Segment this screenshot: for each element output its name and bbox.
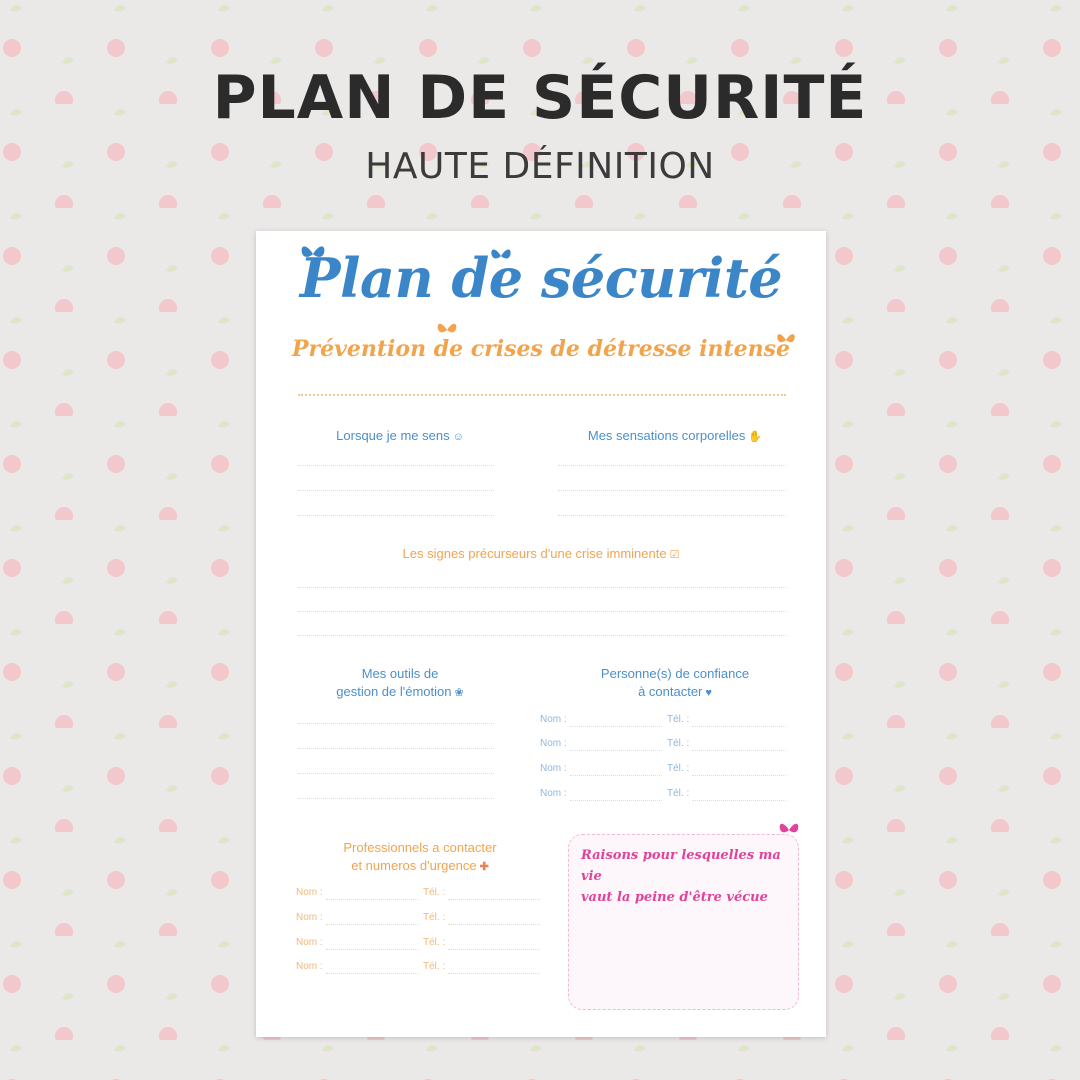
warning-signs-label bbox=[316, 545, 766, 564]
plus-icon: ✚ bbox=[479, 861, 489, 873]
name-label: Nom : bbox=[296, 937, 323, 948]
trusted-people-label-line2 bbox=[560, 683, 790, 702]
body-sensations-label-text: Mes sensations corporelles bbox=[587, 428, 746, 443]
warning-signs-line[interactable] bbox=[298, 635, 786, 636]
trusted-people-label bbox=[560, 665, 790, 702]
name-label: Nom : bbox=[540, 738, 567, 749]
reasons-line1: Raisons pour lesquelles ma vie bbox=[581, 848, 781, 884]
name-field[interactable] bbox=[570, 800, 662, 801]
professionals-label-line1: Professionnels a contacter bbox=[343, 840, 497, 855]
professionals-label-line2 bbox=[310, 857, 530, 876]
coping-tools-line[interactable] bbox=[298, 748, 494, 749]
warning-signs-label-text: Les signes précurseurs d'une crise imminente bbox=[402, 546, 667, 561]
trusted-person-row[interactable] bbox=[540, 788, 786, 804]
smiley-icon: ☺ bbox=[452, 431, 464, 443]
tel-label: Tél. : bbox=[423, 937, 446, 948]
name-field[interactable] bbox=[570, 750, 662, 751]
sheet-subtitle: Prévention de crises de détresse intense bbox=[291, 336, 791, 362]
coping-tools-label-line2 bbox=[300, 683, 500, 702]
safety-plan-sheet bbox=[256, 231, 826, 1037]
professional-row[interactable] bbox=[296, 937, 540, 953]
name-field[interactable] bbox=[326, 924, 418, 925]
body-sensations-line[interactable] bbox=[558, 515, 786, 516]
professional-row[interactable] bbox=[296, 961, 540, 977]
name-field[interactable] bbox=[326, 899, 418, 900]
professional-row[interactable] bbox=[296, 912, 540, 928]
coping-tools-label-line1: Mes outils de bbox=[361, 666, 439, 681]
tel-label: Tél. : bbox=[423, 887, 446, 898]
reasons-heading bbox=[581, 845, 791, 908]
tel-field[interactable] bbox=[692, 750, 786, 751]
reasons-box[interactable] bbox=[568, 834, 799, 1010]
page-title: PLAN DE SÉCURITÉ bbox=[212, 63, 868, 133]
professional-row[interactable] bbox=[296, 887, 540, 903]
lotus-icon: ❀ bbox=[454, 687, 464, 699]
professionals-label-line2-text: et numeros d'urgence bbox=[351, 858, 477, 873]
name-field[interactable] bbox=[570, 726, 662, 727]
tel-label: Tél. : bbox=[667, 738, 690, 749]
professionals-label bbox=[310, 839, 530, 876]
coping-tools-line[interactable] bbox=[298, 723, 494, 724]
tel-field[interactable] bbox=[448, 949, 540, 950]
name-label: Nom : bbox=[296, 887, 323, 898]
name-label: Nom : bbox=[296, 912, 323, 923]
feelings-label bbox=[300, 427, 500, 446]
name-label: Nom : bbox=[540, 788, 567, 799]
body-sensations-line[interactable] bbox=[558, 465, 786, 466]
tel-field[interactable] bbox=[692, 726, 786, 727]
trusted-person-row[interactable] bbox=[540, 763, 786, 779]
name-label: Nom : bbox=[540, 714, 567, 725]
checkbox-icon: ☑ bbox=[669, 549, 680, 561]
trusted-person-row[interactable] bbox=[540, 738, 786, 754]
tel-label: Tél. : bbox=[423, 961, 446, 972]
name-field[interactable] bbox=[326, 973, 418, 974]
trusted-people-label-line2-text: à contacter bbox=[638, 684, 703, 699]
coping-tools-line[interactable] bbox=[298, 798, 494, 799]
divider bbox=[298, 394, 786, 396]
name-label: Nom : bbox=[296, 961, 323, 972]
tel-field[interactable] bbox=[692, 775, 786, 776]
feelings-line[interactable] bbox=[298, 515, 494, 516]
tel-label: Tél. : bbox=[667, 763, 690, 774]
tel-label: Tél. : bbox=[423, 912, 446, 923]
feelings-line[interactable] bbox=[298, 465, 494, 466]
coping-tools-line[interactable] bbox=[298, 773, 494, 774]
tel-label: Tél. : bbox=[667, 788, 690, 799]
page-subtitle: HAUTE DÉFINITION bbox=[365, 146, 715, 187]
hand-icon: ✋ bbox=[748, 431, 763, 443]
name-field[interactable] bbox=[326, 949, 418, 950]
tel-label: Tél. : bbox=[667, 714, 690, 725]
tel-field[interactable] bbox=[448, 973, 540, 974]
tel-field[interactable] bbox=[448, 899, 540, 900]
warning-signs-line[interactable] bbox=[298, 587, 786, 588]
reasons-line2: vaut la peine d'être vécue bbox=[581, 890, 768, 905]
warning-signs-line[interactable] bbox=[298, 611, 786, 612]
coping-tools-label-line2-text: gestion de l'émotion bbox=[336, 684, 452, 699]
tel-field[interactable] bbox=[448, 924, 540, 925]
name-field[interactable] bbox=[570, 775, 662, 776]
coping-tools-label bbox=[300, 665, 500, 702]
feelings-line[interactable] bbox=[298, 490, 494, 491]
heart-icon: ♥ bbox=[705, 687, 712, 699]
feelings-label-text: Lorsque je me sens bbox=[336, 428, 450, 443]
trusted-person-row[interactable] bbox=[540, 714, 786, 730]
trusted-people-label-line1: Personne(s) de confiance bbox=[600, 666, 750, 681]
name-label: Nom : bbox=[540, 763, 567, 774]
tel-field[interactable] bbox=[692, 800, 786, 801]
body-sensations-line[interactable] bbox=[558, 490, 786, 491]
sheet-title: Plan de sécurité bbox=[299, 246, 783, 310]
body-sensations-label bbox=[560, 427, 790, 446]
